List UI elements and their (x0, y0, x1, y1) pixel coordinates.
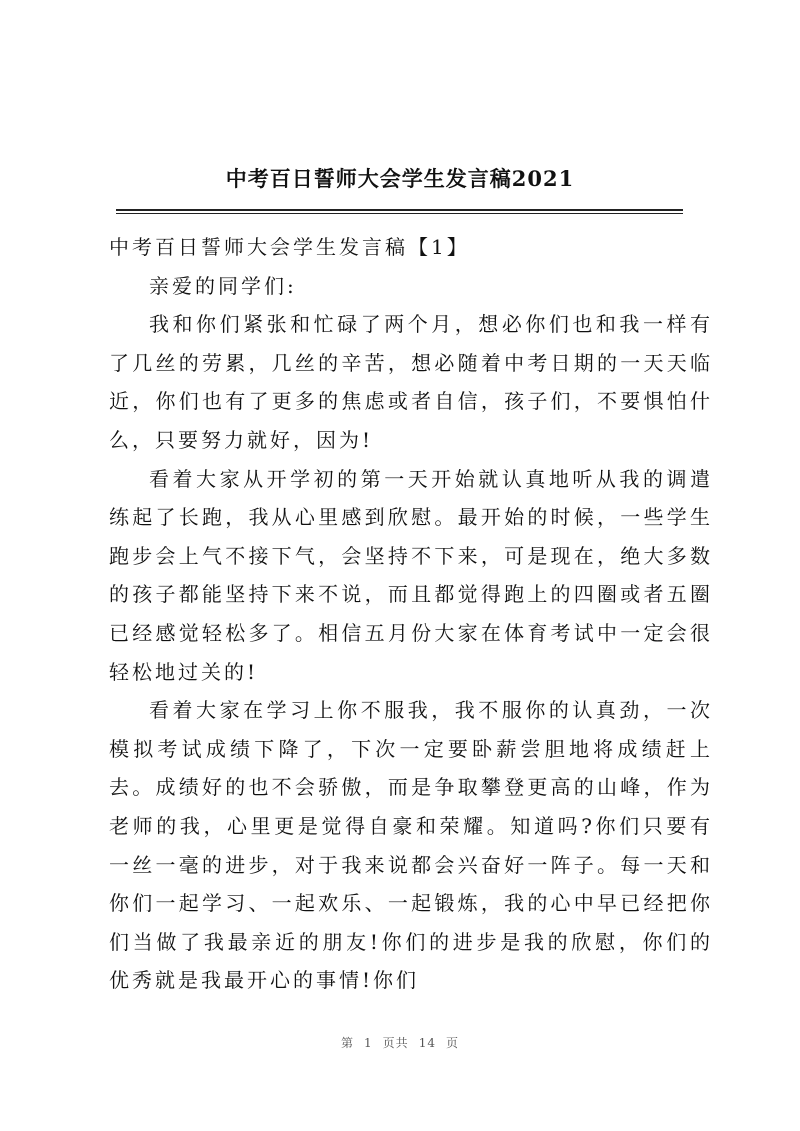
salutation: 亲爱的同学们: (149, 273, 297, 298)
page-title: 中考百日誓师大会学生发言稿2021 (225, 166, 575, 191)
total-pages-number: 14 (418, 1036, 436, 1050)
section-heading: 中考百日誓师大会学生发言稿【1】 (109, 235, 470, 259)
page-footer (0, 1034, 800, 1051)
title-divider (116, 209, 683, 214)
paragraph: 我和你们紧张和忙碌了两个月，想必你们也和我一样有了几丝的劳累，几丝的辛苦，想必随着中考日期的一天天临近，你们也有了更多的焦虑或者自信，孩子们，不要惧怕什么，只要努力就好，因为! (109, 312, 713, 452)
footer-middle: 页共 (382, 1036, 409, 1050)
paragraph: 看着大家在学习上你不服我，我不服你的认真劲，一次模拟考试成绩下降了，下次一定要卧薪尝胆地将成绩赶上去。成绩好的也不会骄傲，而是争取攀登更高的山峰，作为老师的我，心里更是觉得自豪和荣耀。知道吗?你们只要有一丝一毫的进步，对于我来说都会兴奋好一阵子。每一天和你们一起学习、一起欢乐、一起锻炼，我的心中早已经把你们当做了我最亲近的朋友!你们的进步是我的欣慰，你们的优秀就是我最开心的事情!你们 (109, 698, 713, 993)
footer-prefix: 第 (341, 1036, 355, 1050)
paragraph: 看着大家从开学初的第一天开始就认真地听从我的调遣练起了长跑，我从心里感到欣慰。最开始的时候，一些学生跑步会上气不接下气，会坚持不下来，可是现在，绝大多数的孩子都能坚持下来不说，而且都觉得跑上的四圈或者五圈已经感觉轻松多了。相信五月份大家在体育考试中一定会很轻松地过关的! (109, 466, 713, 684)
footer-suffix: 页 (445, 1036, 459, 1050)
current-page-number: 1 (364, 1036, 373, 1050)
document-body (109, 228, 713, 1000)
